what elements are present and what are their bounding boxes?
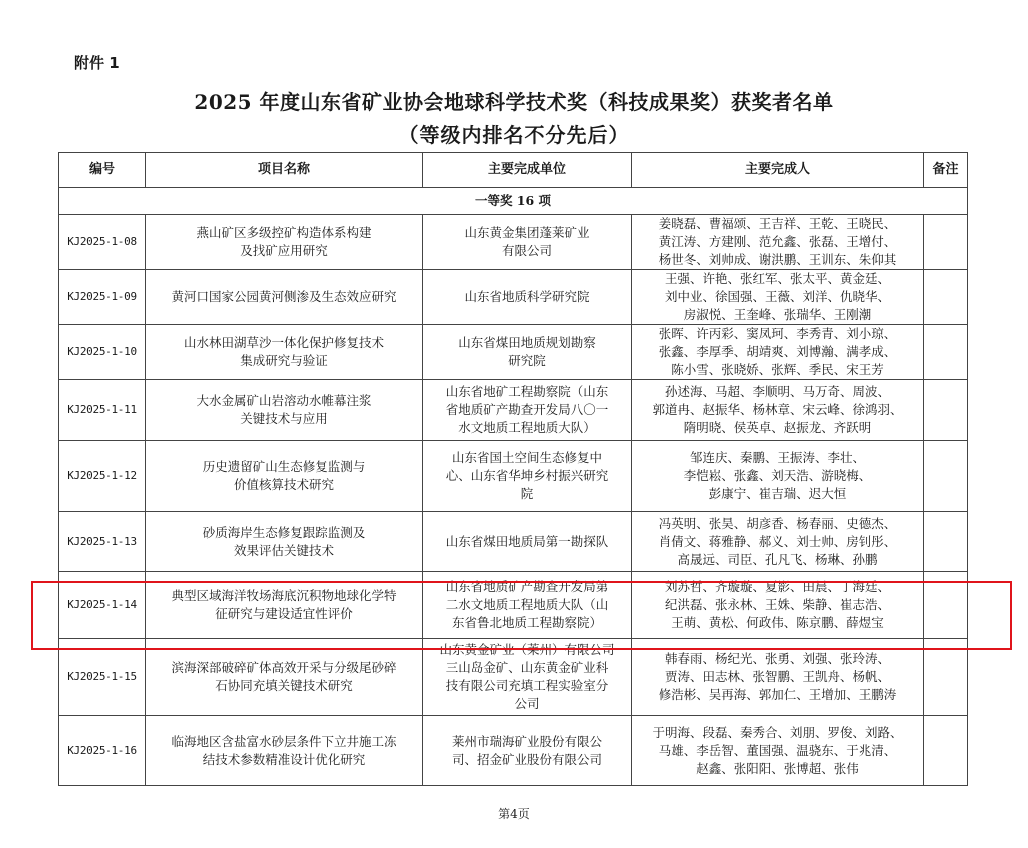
row-unit: 山东省国土空间生态修复中 心、山东省华坤乡村振兴研究 院 [423,441,632,512]
row-note [924,572,968,639]
row-note [924,215,968,270]
row-note [924,512,968,572]
row-id: KJ2025-1-15 [59,639,146,716]
table-row [59,716,968,786]
table-header-row [59,153,968,188]
row-id: KJ2025-1-12 [59,441,146,512]
row-project-name: 燕山矿区多级控矿构造体系构建 及找矿应用研究 [146,215,423,270]
row-people: 孙述海、马超、李顺明、马万奇、周波、 郭道冉、赵振华、杨林章、宋云峰、徐鸿羽、 隋明晓、侯英卓、赵振龙、齐跃明 [632,380,924,441]
category-row [59,188,968,215]
row-note [924,325,968,380]
row-id: KJ2025-1-11 [59,380,146,441]
row-note [924,270,968,325]
row-people: 姜晓磊、曹福颂、王吉祥、王乾、王晓民、 黄江涛、方建刚、范允鑫、张磊、王增付、 杨世冬、刘帅成、谢洪鹏、王训东、朱仰其 [632,215,924,270]
category-label: 一等奖 16 项 [59,188,968,215]
table-row [59,639,968,716]
row-project-name: 滨海深部破碎矿体高效开采与分级尾砂碎 石协同充填关键技术研究 [146,639,423,716]
row-people: 张晖、许丙彩、窦凤珂、李秀青、刘小琼、 张鑫、李厚季、胡靖爽、刘博瀚、满孝成、 陈小雪、张晓娇、张辉、季民、宋王芳 [632,325,924,380]
row-people: 邹连庆、秦鹏、王振涛、李壮、 李恺崧、张鑫、刘天浩、游晓梅、 彭康宁、崔吉瑞、迟大恒 [632,441,924,512]
row-id: KJ2025-1-09 [59,270,146,325]
row-id: KJ2025-1-16 [59,716,146,786]
row-project-name: 典型区域海洋牧场海底沉积物地球化学特 征研究与建设适宜性评价 [146,572,423,639]
page-number: 第4页 [498,807,530,821]
row-people: 于明海、段磊、秦秀合、刘朋、罗俊、刘路、 马雄、李岳智、董国强、温骁东、于兆清、 赵鑫、张阳阳、张博超、张伟 [632,716,924,786]
table-row [59,270,968,325]
row-project-name: 砂质海岸生态修复跟踪监测及 效果评估关键技术 [146,512,423,572]
table-row [59,325,968,380]
header-project-name: 项目名称 [146,153,423,188]
header-unit: 主要完成单位 [423,153,632,188]
row-note [924,716,968,786]
table-row [59,512,968,572]
header-id: 编号 [59,153,146,188]
awards-table [58,152,968,786]
table-row [59,441,968,512]
row-project-name: 黄河口国家公园黄河侧渗及生态效应研究 [146,270,423,325]
row-people: 冯英明、张昊、胡彦香、杨春丽、史德杰、 肖倩文、蒋雅静、郝义、刘士帅、房钊彤、 高晟远、司臣、孔凡飞、杨琳、孙鹏 [632,512,924,572]
table-row [59,380,968,441]
row-note [924,380,968,441]
table-row [59,215,968,270]
attachment-label: 附件 1 [74,54,120,72]
row-id: KJ2025-1-10 [59,325,146,380]
document-subtitle: （等级内排名不分先后） [398,123,630,147]
row-unit: 莱州市瑞海矿业股份有限公 司、招金矿业股份有限公司 [423,716,632,786]
row-people: 刘苏哲、齐璇璇、夏影、田晨、丁海廷、 纪洪磊、张永林、王姝、柴静、崔志浩、 王萌、黄松、何政伟、陈京鹏、薛煜宝 [632,572,924,639]
row-people: 王强、许艳、张红军、张太平、黄金廷、 刘中业、徐国强、王薇、刘洋、仇晓华、 房淑悦、王奎峰、张瑞华、王刚潮 [632,270,924,325]
row-note [924,639,968,716]
document-title: 2025 年度山东省矿业协会地球科学技术奖（科技成果奖）获奖者名单 [194,90,834,114]
row-project-name: 历史遗留矿山生态修复监测与 价值核算技术研究 [146,441,423,512]
row-note [924,441,968,512]
row-id: KJ2025-1-14 [59,572,146,639]
table-row [59,572,968,639]
header-note: 备注 [924,153,968,188]
row-unit: 山东黄金集团蓬莱矿业 有限公司 [423,215,632,270]
row-unit: 山东省地矿工程勘察院（山东 省地质矿产勘查开发局八〇一 水文地质工程地质大队） [423,380,632,441]
row-unit: 山东省地质科学研究院 [423,270,632,325]
row-project-name: 大水金属矿山岩溶动水帷幕注浆 关键技术与应用 [146,380,423,441]
row-id: KJ2025-1-08 [59,215,146,270]
row-project-name: 山水林田湖草沙一体化保护修复技术 集成研究与验证 [146,325,423,380]
row-unit: 山东省地质矿产勘查开发局第 二水文地质工程地质大队（山 东省鲁北地质工程勘察院） [423,572,632,639]
row-unit: 山东省煤田地质局第一勘探队 [423,512,632,572]
row-unit: 山东黄金矿业（莱州）有限公司 三山岛金矿、山东黄金矿业科 技有限公司充填工程实验室分 公司 [423,639,632,716]
row-unit: 山东省煤田地质规划勘察 研究院 [423,325,632,380]
header-people: 主要完成人 [632,153,924,188]
row-people: 韩春雨、杨纪光、张勇、刘强、张玲涛、 贾涛、田志林、张智鹏、王凯舟、杨帆、 修浩彬、吴再海、郭加仁、王增加、王鹏涛 [632,639,924,716]
row-project-name: 临海地区含盐富水砂层条件下立井施工冻 结技术参数精准设计优化研究 [146,716,423,786]
row-id: KJ2025-1-13 [59,512,146,572]
